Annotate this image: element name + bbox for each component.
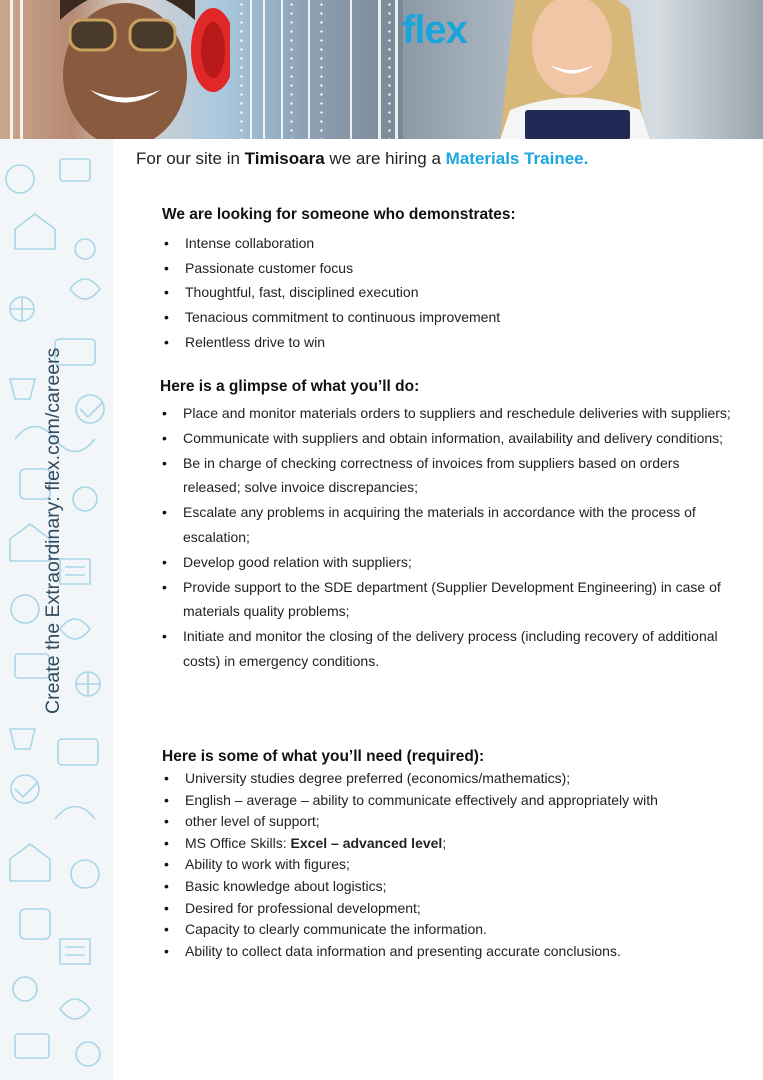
values-section [162, 204, 742, 355]
intro-prefix: For our site in [136, 149, 240, 168]
banner-stripe [308, 0, 310, 139]
list-item: • Thoughtful, fast, disciplined execution [185, 280, 742, 305]
person-with-headphones-image [30, 0, 230, 139]
list-item: • Ability to work with figures; [185, 854, 742, 876]
list-item: • Basic knowledge about logistics; [185, 876, 742, 898]
values-list [185, 231, 742, 355]
duties-heading: Here is a glimpse of what you’ll do: [160, 378, 420, 395]
header-banner [0, 0, 763, 139]
careers-slogan: Create the Extraordinary: flex.com/careers [42, 347, 64, 714]
intro-location: Timisoara [244, 149, 325, 168]
woman-with-clipboard-image [480, 0, 670, 139]
intro-line [136, 148, 746, 170]
flex-logo: flex [402, 8, 467, 52]
list-item-ms-office [185, 833, 742, 855]
list-item: • Desired for professional development; [185, 898, 742, 920]
banner-dot-column [290, 0, 293, 139]
duties-section [160, 376, 740, 674]
list-item: • Place and monitor materials orders to suppliers and reschedule deliveries with suppliers; [183, 401, 740, 426]
list-item: • other level of support; [185, 811, 742, 833]
duties-list [183, 401, 740, 674]
list-item: • Tenacious commitment to continuous improvement [185, 305, 742, 330]
banner-stripe [250, 0, 252, 139]
list-item: • University studies degree preferred (economics/mathematics); [185, 768, 742, 790]
banner-stripe [281, 0, 283, 139]
banner-stripe [20, 0, 23, 139]
list-item: • Provide support to the SDE department (Supplier Development Engineering) in case of materials quality problems; [183, 575, 740, 625]
list-item: • Capacity to clearly communicate the information. [185, 919, 742, 941]
ms-office-prefix: MS Office Skills: [185, 834, 291, 851]
intro-text [136, 148, 746, 170]
ms-office-level: Excel – advanced level [290, 834, 443, 851]
list-item: • Develop good relation with suppliers; [183, 550, 740, 575]
ms-office-suffix: ; [442, 834, 447, 851]
banner-stripe [395, 0, 398, 139]
decorative-sidebar [0, 139, 113, 1080]
requirements-list [185, 768, 742, 962]
requirements-section [162, 746, 742, 962]
banner-stripe [263, 0, 265, 139]
list-item: • Intense collaboration [185, 231, 742, 256]
list-item: • Ability to collect data information and presenting accurate conclusions. [185, 941, 742, 963]
intro-middle: we are hiring a [329, 149, 441, 168]
requirements-heading: Here is some of what you’ll need (required): [162, 748, 485, 765]
banner-dot-column [320, 0, 323, 139]
values-heading: We are looking for someone who demonstrates: [162, 206, 516, 223]
list-item: • Initiate and monitor the closing of the delivery process (including recovery of additional costs) in emergency conditions. [183, 624, 740, 674]
banner-dot-column [388, 0, 391, 139]
list-item: • Communicate with suppliers and obtain information, availability and delivery conditions; [183, 426, 740, 451]
banner-stripe [378, 0, 381, 139]
list-item: • Relentless drive to win [185, 330, 742, 355]
list-item: • Escalate any problems in acquiring the materials in accordance with the process of escalation; [183, 500, 740, 550]
banner-stripe [350, 0, 352, 139]
role-title: Materials Trainee. [445, 149, 589, 168]
banner-dot-column [240, 0, 243, 139]
banner-stripe [10, 0, 13, 139]
list-item: • Passionate customer focus [185, 256, 742, 281]
list-item: • Be in charge of checking correctness of invoices from suppliers based on orders released; solve invoice discrepancies; [183, 451, 740, 501]
list-item: • English – average – ability to communicate effectively and appropriately with [185, 790, 742, 812]
